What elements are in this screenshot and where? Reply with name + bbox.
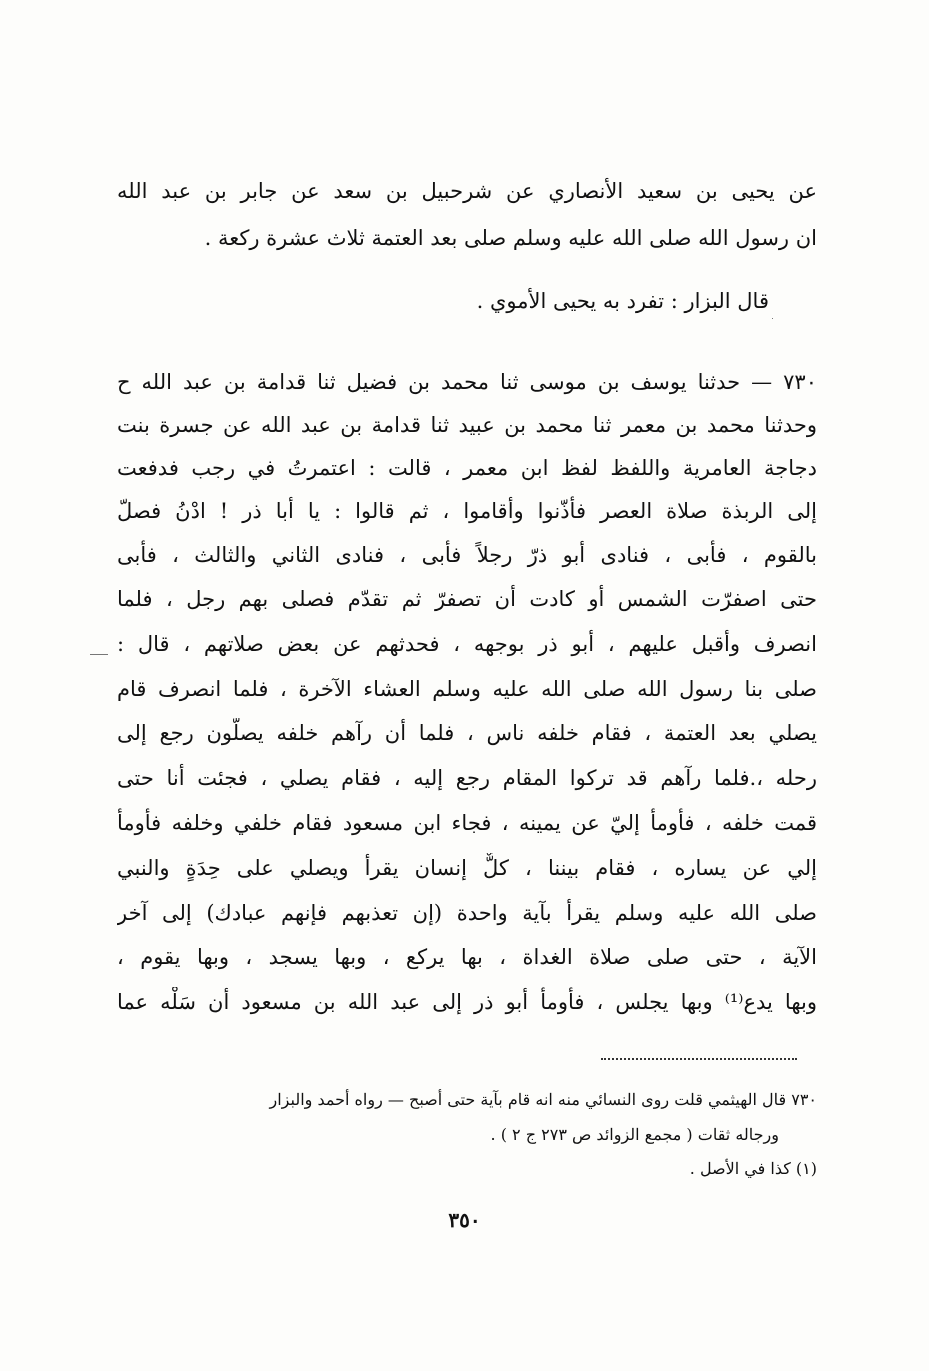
text-line: ان رسول الله صلى الله عليه وسلم صلى بعد العتمة ثلاث عشرة ركعة .	[204, 226, 817, 250]
scan-speck	[772, 318, 773, 319]
hadith-line: صلى بنا رسول الله صلى الله عليه وسلم العشاء الآخرة ، فلما انصرف قام	[117, 677, 817, 701]
hadith-line: قمت خلفه ، فأومأ إليّ عن يمينه ، فجاء ابن مسعود فقام خلفي وخلفه فأومأ	[117, 811, 817, 835]
footnote-line: ورجاله ثقات ( مجمع الزوائد ص ٢٧٣ ج ٢ ) .	[490, 1125, 779, 1144]
hadith-line: دجاجة العامرية واللفظ لفظ ابن معمر ، قالت : اعتمرتُ في رجب فدفعت	[117, 456, 817, 480]
hadith-line: رحله ،.فلما رآهم قد تركوا المقام رجع إليه ، فقام يصلي ، فجئت أنا حتى	[117, 766, 817, 790]
text-line: عن يحيى بن سعيد الأنصاري عن شرحبيل بن سعد عن جابر بن عبد الله	[117, 179, 817, 203]
hadith-line: انصرف وأقبل عليهم ، أبو ذر بوجهه ، فحدثهم عن بعض صلاتهم ، قال :	[117, 632, 817, 656]
bazzar-note: قال البزار : تفرد به يحيى الأموي .	[476, 289, 769, 313]
hadith-line: حتى اصفرّت الشمس أو كادت أن تصفرّ ثم تقدّم فصلى بهم رجل ، فلما	[117, 587, 817, 611]
footnote-line: ٧٣٠ قال الهيثمي قلت روى النسائي منه انه قام بآية حتى أصبح — رواه أحمد والبزار	[269, 1090, 817, 1109]
scan-speck	[90, 654, 108, 655]
hadith-line: وبها يدع⁽¹⁾ وبها يجلس ، فأومأ أبو ذر إلى عبد الله بن مسعود أن سَلْه عما	[117, 990, 817, 1014]
footnote-line: (١) كذا في الأصل .	[689, 1159, 817, 1178]
hadith-line: إلى الربذة صلاة العصر فأذّنوا وأقاموا ، ثم قالوا : يا أبا ذر ! ادْنُ فصلّ	[117, 499, 817, 523]
hadith-line: بالقوم ، فأبى ، فنادى أبو ذرّ رجلاً فأبى ، فنادى الثاني والثالث ، فأبى	[117, 543, 817, 567]
page-number: ٣٥٠	[448, 1208, 481, 1232]
hadith-line: الآية ، حتى صلى صلاة الغداة ، بها يركع ، وبها يسجد ، وبها يقوم ،	[117, 945, 817, 969]
hadith-line: وحدثنا محمد بن معمر ثنا محمد بن عبيد ثنا قدامة بن عبد الله عن جسرة بنت	[117, 413, 817, 437]
hadith-line: يصلي بعد العتمة ، فقام خلفه ناس ، فلما أن رآهم خلفه يصلّون رجع إلى	[117, 721, 817, 745]
hadith-line: صلى الله عليه وسلم يقرأ بآية واحدة (إن تعذبهم فإنهم عبادك) إلى آخر	[117, 901, 817, 925]
footnote-divider	[601, 1058, 797, 1060]
hadith-line: إلي عن يساره ، فقام بيننا ، كلٌّ إنسان يقرأ ويصلي على حِدَةٍ والنبي	[117, 856, 817, 880]
hadith-line: ٧٣٠ — حدثنا يوسف بن موسى ثنا محمد بن فضيل ثنا قدامة بن عبد الله ح	[117, 370, 817, 394]
